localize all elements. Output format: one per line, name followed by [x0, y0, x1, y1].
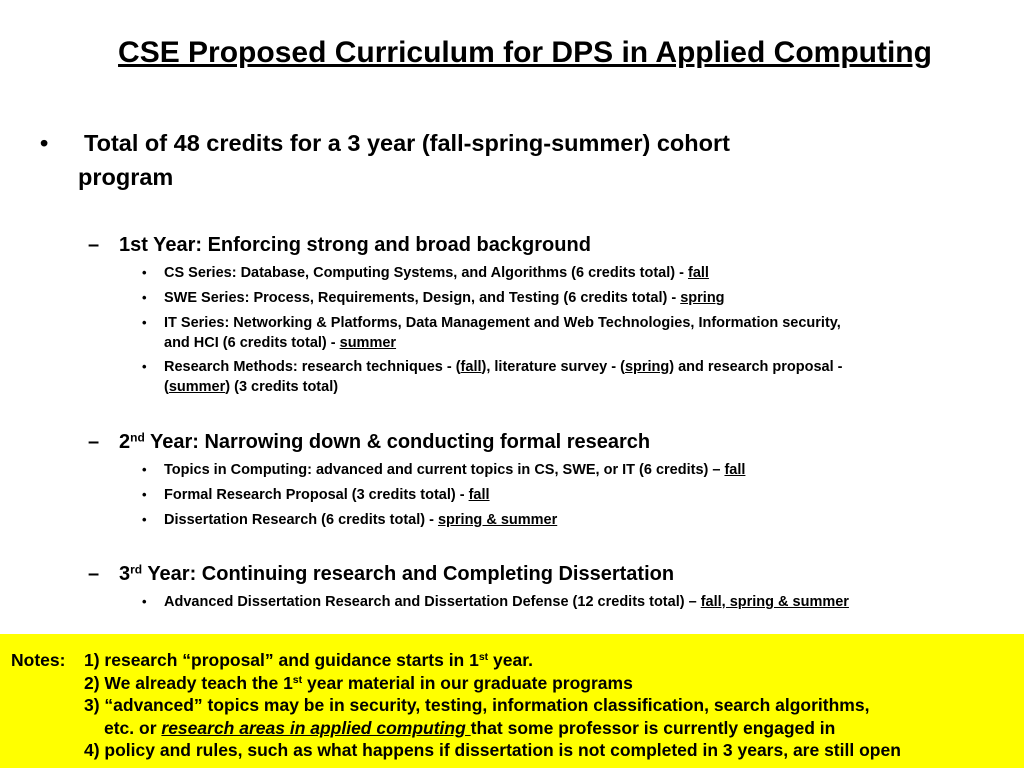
total-credits-bullet [40, 126, 940, 194]
term-label: spring & summer [437, 512, 558, 528]
list-item: • IT Series: Networking & Platforms, Data Management and Web Technologies, Information security, and HCI (6 credits total) - summer [142, 315, 841, 351]
term-label: summer [339, 335, 397, 351]
note-2: 2) We already teach the 1st year material in our graduate programs [84, 672, 633, 693]
note-3: 3) “advanced” topics may be in security, testing, information classification, search algorithms, [84, 695, 870, 715]
list-item-research-methods: • Research Methods: research techniques - (fall), literature survey - (spring) and research proposal - (summer) (3 credits total) [142, 359, 843, 395]
dash-icon: – [88, 234, 100, 256]
bullet-icon: • [142, 487, 147, 502]
note-3-continued: etc. or research areas in applied computing that some professor is currently engaged in [104, 717, 836, 738]
bullet-icon: • [142, 594, 147, 609]
term-label: summer [168, 379, 226, 395]
list-item: • CS Series: Database, Computing Systems, and Algorithms (6 credits total) - fall [142, 265, 709, 281]
term-label: fall [724, 462, 746, 478]
year1-heading: – 1st Year: Enforcing strong and broad background [88, 234, 591, 256]
notes-label: Notes: [11, 650, 66, 670]
dash-icon: – [88, 563, 100, 585]
term-label: fall [688, 265, 709, 281]
list-item: • Topics in Computing: advanced and current topics in CS, SWE, or IT (6 credits) – fall [142, 462, 746, 478]
bullet-icon: • [142, 265, 147, 280]
year3-heading: – 3rd Year: Continuing research and Completing Dissertation [88, 562, 675, 585]
total-credits-line1: Total of 48 credits for a 3 year (fall-spring-summer) cohort [84, 130, 730, 156]
note-1: 1) research “proposal” and guidance starts in 1st year. [84, 650, 533, 670]
bullet-icon: • [142, 290, 147, 305]
term-label: fall [460, 359, 482, 375]
list-item: • Formal Research Proposal (3 credits total) - fall [142, 487, 490, 503]
bullet-icon: • [142, 315, 147, 330]
slide-title: CSE Proposed Curriculum for DPS in Applied Computing [118, 36, 932, 69]
list-item: • SWE Series: Process, Requirements, Design, and Testing (6 credits total) - spring [142, 290, 725, 306]
bullet-icon: • [142, 359, 147, 374]
term-label: spring [624, 359, 670, 375]
term-label: fall, spring & summer [700, 594, 849, 610]
bullet-icon: • [142, 512, 147, 527]
research-areas-link[interactable]: research areas in applied computing [161, 717, 471, 738]
dash-icon: – [88, 431, 100, 453]
bullet-icon: • [40, 130, 49, 156]
note-4: 4) policy and rules, such as what happens if dissertation is not completed in 3 years, are still open [84, 740, 901, 760]
notes-box [0, 634, 1024, 768]
bullet-icon: • [142, 462, 147, 477]
list-item: • Advanced Dissertation Research and Dissertation Defense (12 credits total) – fall, spring & summer [142, 594, 849, 610]
list-item: • Dissertation Research (6 credits total) - spring & summer [142, 512, 558, 528]
year2-heading: – 2nd Year: Narrowing down & conducting formal research [88, 430, 651, 453]
term-label: fall [468, 487, 490, 503]
term-label: spring [680, 290, 725, 306]
total-credits-line2: program [78, 164, 174, 190]
